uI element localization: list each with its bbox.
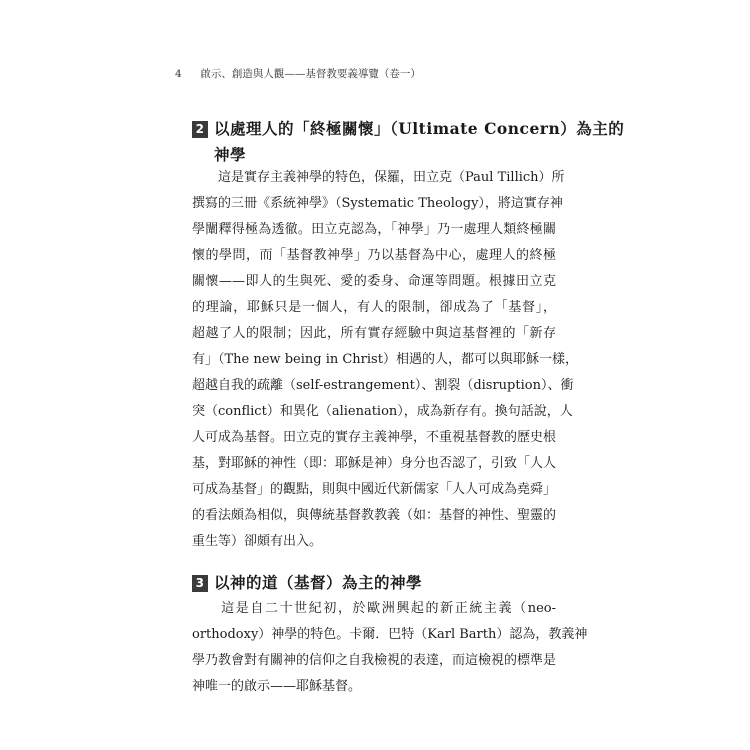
text-line: 超越了人的限制；因此，所有實存經驗中與這基督裡的「新存 — [192, 326, 556, 341]
text-line: 重生等）卻頗有出入。 — [192, 534, 323, 549]
text-line: 超越自我的疏離（self-estrangement）、割裂（disruption）、衝 — [192, 378, 574, 393]
section-3-title: 以神的道（基督）為主的神學 — [214, 573, 423, 592]
text-line: 基，對耶穌的神性（即：耶穌是神）身分也否認了，引致「人人 — [192, 456, 557, 471]
section-3-number-badge: 3 — [192, 575, 208, 592]
section-3-heading — [192, 570, 422, 596]
text-line: 這是自二十世紀初，於歐洲興起的新正統主義（neo- — [192, 601, 556, 616]
text-line: 可成為基督」的觀點，則與中國近代新儒家「人人可成為堯舜」 — [192, 482, 557, 497]
section-2-heading — [192, 116, 624, 142]
section-2-title-line2: 神學 — [214, 145, 247, 164]
section-2-title-line1: 以處理人的「終極關懷」（Ultimate Concern）為主的 — [214, 119, 625, 138]
text-line: 學乃教會對有關神的信仰之自我檢視的表達，而這檢視的標準是 — [192, 653, 557, 668]
text-line: 撰寫的三冊《系統神學》（Systematic Theology），將這實存神 — [192, 196, 563, 211]
page-number: 4 — [175, 68, 182, 80]
running-header — [175, 66, 421, 81]
text-line: 懷的學問，而「基督教神學」乃以基督為中心，處理人的終極 — [192, 248, 556, 263]
text-line: 這是實存主義神學的特色，保羅，田立克（Paul Tillich）所 — [192, 170, 565, 185]
section-3-paragraph — [192, 596, 588, 700]
text-line: 關懷——即人的生與死、愛的委身、命運等問題。根據田立克 — [192, 274, 556, 289]
text-line: 人可成為基督。田立克的實存主義神學，不重視基督教的歷史根 — [192, 430, 557, 445]
text-line: 的理論，耶穌只是一個人，有人的限制，卻成為了「基督」， — [192, 300, 556, 315]
text-line: 神唯一的啟示——耶穌基督。 — [192, 679, 362, 694]
text-line: 有」（The new being in Christ）相遇的人，都可以與耶穌一樣， — [192, 352, 578, 367]
text-line: orthodoxy）神學的特色。卡爾．巴特（Karl Barth）認為，教義神 — [192, 627, 588, 642]
text-line: 學闡釋得極為透徹。田立克認為，「神學」乃一處理人類終極關 — [192, 222, 556, 237]
section-2-paragraph — [192, 165, 578, 555]
text-line: 的看法頗為相似，與傳統基督教教義（如：基督的神性、聖靈的 — [192, 508, 557, 523]
text-line: 突（conflict）和異化（alienation），成為新存有。換句話說，人 — [192, 404, 573, 419]
section-2-number-badge: 2 — [192, 121, 208, 138]
running-title: 啟示、創造與人觀——基督教要義導覽（卷一） — [200, 68, 421, 80]
